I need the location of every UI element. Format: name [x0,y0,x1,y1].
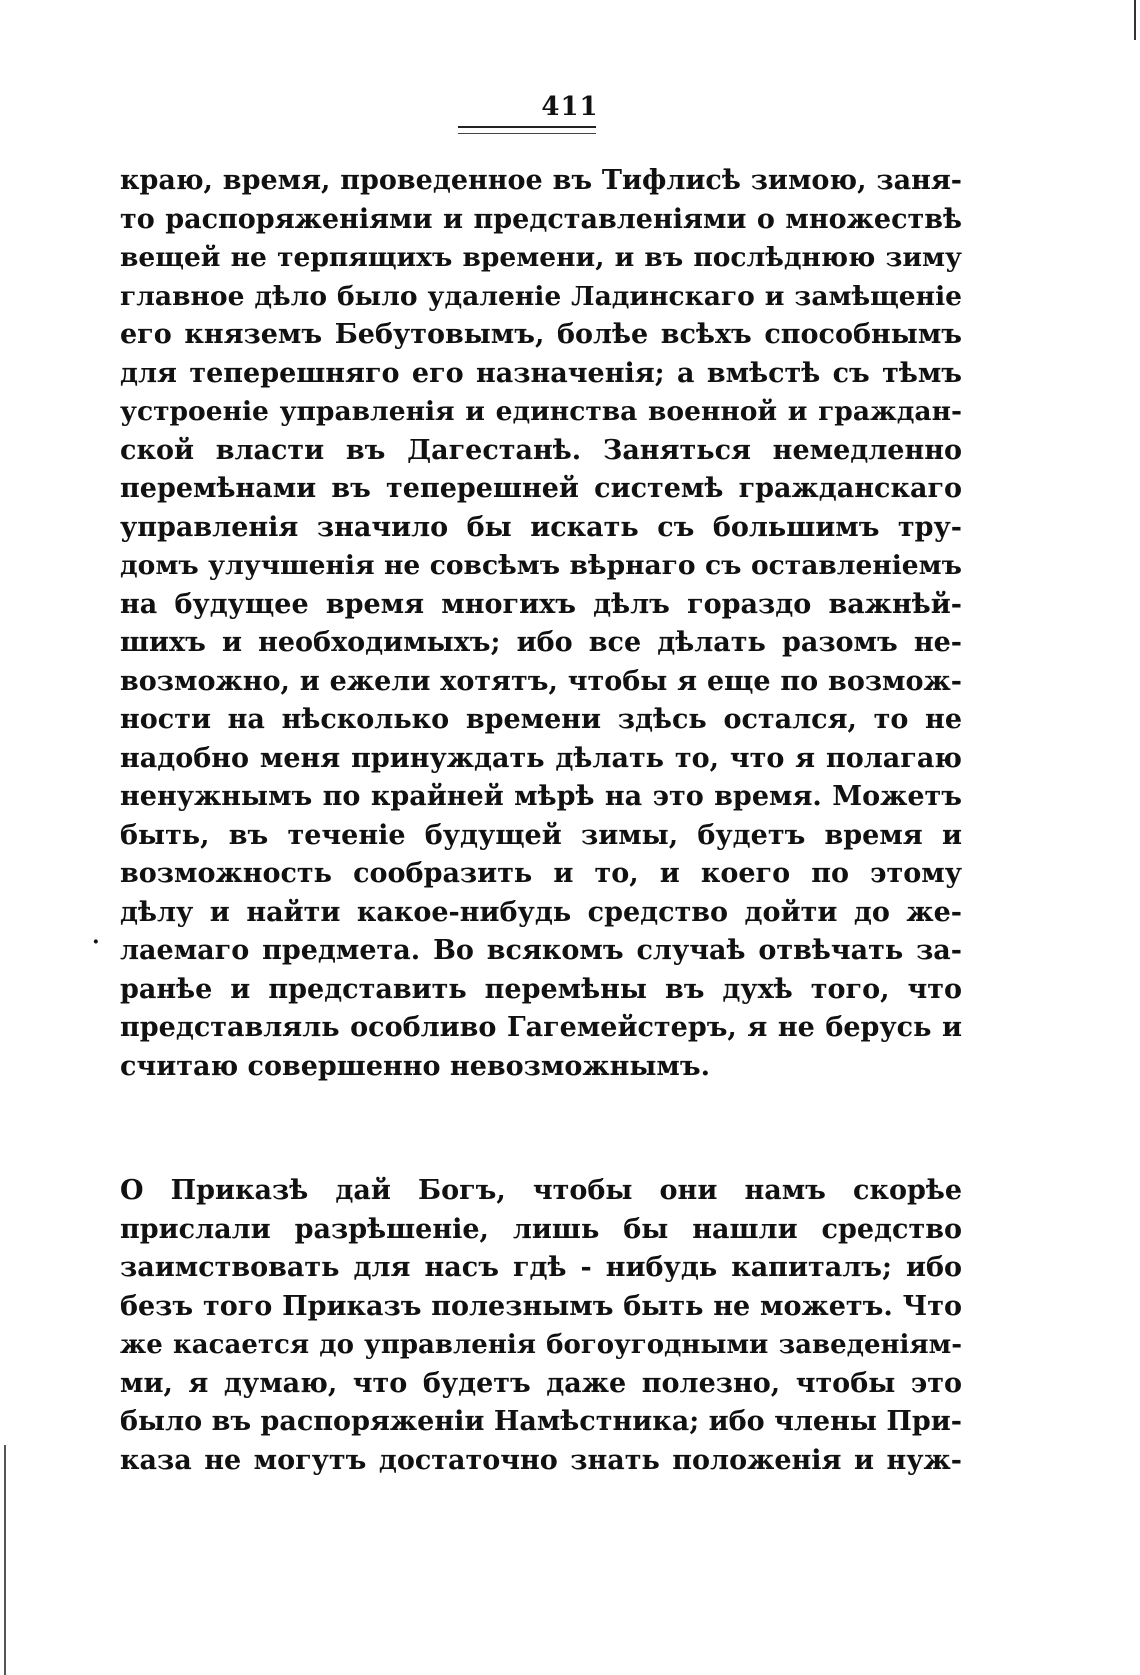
text-line: на будущее время многихъ дѣлъ гораздо важнѣй- [120,588,962,620]
text-line: ми, я думаю, что будетъ даже полезно, чтобы это [120,1367,962,1399]
text-line: О Приказѣ дай Богъ, чтобы они намъ скорѣе [120,1175,962,1206]
text-line: считаю совершенно невозможнымъ. [120,1050,710,1082]
text-line: лаемаго предмета. Во всякомъ случаѣ отвѣчать за- [120,935,962,966]
text-line: было въ распоряженіи Намѣстника; ибо члены При- [120,1406,962,1437]
text-line: ской власти въ Дагестанѣ. Заняться немедленно [120,434,962,466]
text-line: главное дѣло было удаленіе Ладинскаго и замѣщеніе [120,280,962,312]
text-line: управленія значило бы искать съ большимъ тру- [120,511,962,543]
text-line: устроеніе управленія и единства военной и граждан- [120,396,962,427]
scan-edge-line [4,1445,6,1675]
text-line: то распоряженіями и представленіями о множествѣ [120,203,962,235]
text-line: возможно, и ежели хотятъ, чтобы я еще по возмож- [120,665,962,697]
text-line: перемѣнами въ теперешней системѣ гражданскаго [120,473,962,504]
text-line: же касается до управленія богоугодными заведеніям- [120,1330,962,1360]
text-line: для теперешняго его назначенія; а вмѣстѣ съ тѣмъ [120,357,962,389]
page-number-rule [458,126,596,134]
text-line: ранѣе и представить перемѣны въ духѣ того, что [120,973,962,1005]
text-line: надобно меня принуждать дѣлать то, что я полагаю [120,742,962,774]
scan-edge-line [1134,0,1136,40]
text-line: быть, въ теченіе будущей зимы, будетъ время и [120,819,962,851]
page-number: 411 [541,92,599,122]
text-line: заимствовать для насъ гдѣ - нибудь капиталъ; ибо [120,1252,962,1283]
text-line: вещей не терпящихъ времени, и въ послѣднюю зиму [120,242,962,273]
text-line: возможность сообразить и то, и коего по этому [120,858,962,889]
text-line: каза не могутъ достаточно знать положенія и нуж- [120,1444,962,1476]
text-line: представляль особливо Гагемейстеръ, я не берусь и [120,1012,962,1043]
text-line: прислали разрѣшеніе, лишь бы нашли средство [120,1213,962,1245]
text-line: безъ того Приказъ полезнымъ быть не можетъ. Что [120,1290,962,1322]
text-line: ненужнымъ по крайней мѣрѣ на это время. Можетъ [120,781,962,812]
text-line: его княземъ Бебутовымъ, болѣе всѣхъ способнымъ [120,319,962,350]
text-line: краю, время, проведенное въ Тифлисѣ зимою, заня- [120,165,962,196]
margin-mark: · [92,929,100,955]
text-line: ности на нѣсколько времени здѣсь остался, то не [120,704,962,735]
text-line: шихъ и необходимыхъ; ибо все дѣлать разомъ не- [120,627,962,658]
paragraph-2 [120,1172,962,1480]
text-line: дѣлу и найти какое-нибудь средство дойти до же- [120,896,962,928]
paragraph-1 [120,162,962,1086]
text-line: домъ улучшенія не совсѣмъ вѣрнаго съ оставленіемъ [120,550,962,581]
